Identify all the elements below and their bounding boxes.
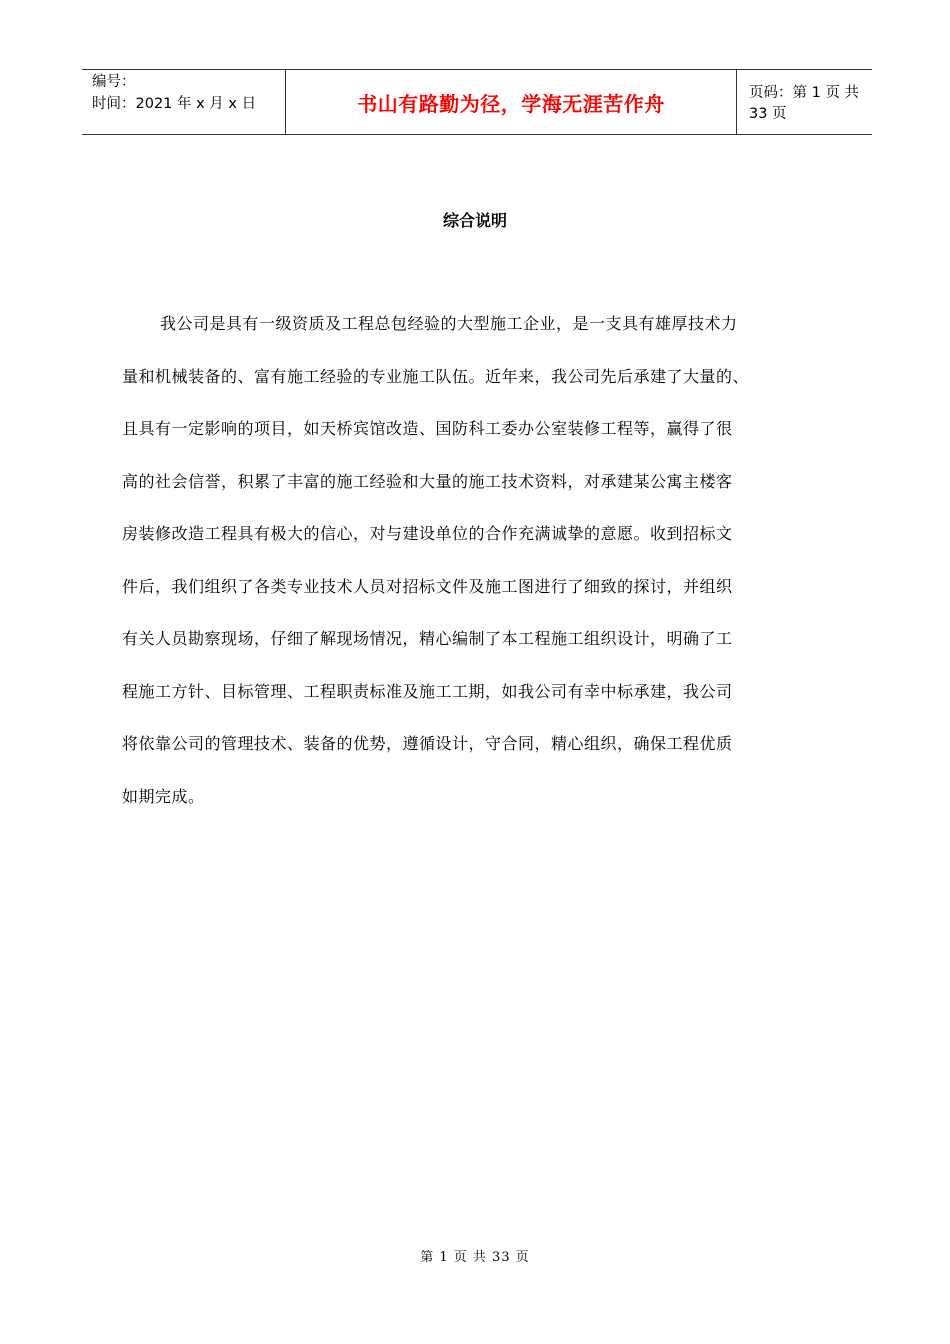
paragraph-line: 房装修改造工程具有极大的信心，对与建设单位的合作充满诚挚的意愿。收到招标文 <box>122 524 733 543</box>
header-time-label: 时间：2021 年 x 月 x 日 <box>92 96 257 112</box>
header-slogan: 书山有路勤为径，学海无涯苦作舟 <box>357 91 665 116</box>
header-meta-cell <box>82 70 285 134</box>
document-paragraph <box>122 298 837 823</box>
document-title: 综合说明 <box>442 211 507 230</box>
paragraph-line: 如期完成。 <box>122 786 205 806</box>
paragraph-line: 量和机械装备的、富有施工经验的专业施工队伍。近年来，我公司先后承建了大量的、 <box>122 366 750 386</box>
page-footer: 第 1 页 共 33 页 <box>420 1250 530 1265</box>
paragraph-line: 件后，我们组织了各类专业技术人员对招标文件及施工图进行了细致的探讨，并组织 <box>122 576 733 596</box>
header-number-label: 编号： <box>92 74 136 90</box>
paragraph-line: 高的社会信誉，积累了丰富的施工经验和大量的施工技术资料，对承建某公寓主楼客 <box>122 471 733 491</box>
paragraph-line: 有关人员勘察现场，仔细了解现场情况，精心编制了本工程施工组织设计，明确了工 <box>122 629 733 648</box>
paragraph-line: 且具有一定影响的项目，如天桥宾馆改造、国防科工委办公室装修工程等，赢得了很 <box>122 419 733 438</box>
document-header <box>82 69 872 135</box>
header-slogan-cell <box>285 70 737 134</box>
paragraph-line: 将依靠公司的管理技术、装备的优势，遵循设计，守合同，精心组织，确保工程优质 <box>122 734 733 753</box>
header-page-info: 页码：第 1 页 共 33 页 <box>749 85 860 122</box>
header-page-cell <box>737 70 872 134</box>
paragraph-line: 我公司是具有一级资质及工程总包经验的大型施工企业，是一支具有雄厚技术力 <box>160 314 738 333</box>
paragraph-line: 程施工方针、目标管理、工程职责标准及施工工期，如我公司有幸中标承建，我公司 <box>122 681 733 701</box>
